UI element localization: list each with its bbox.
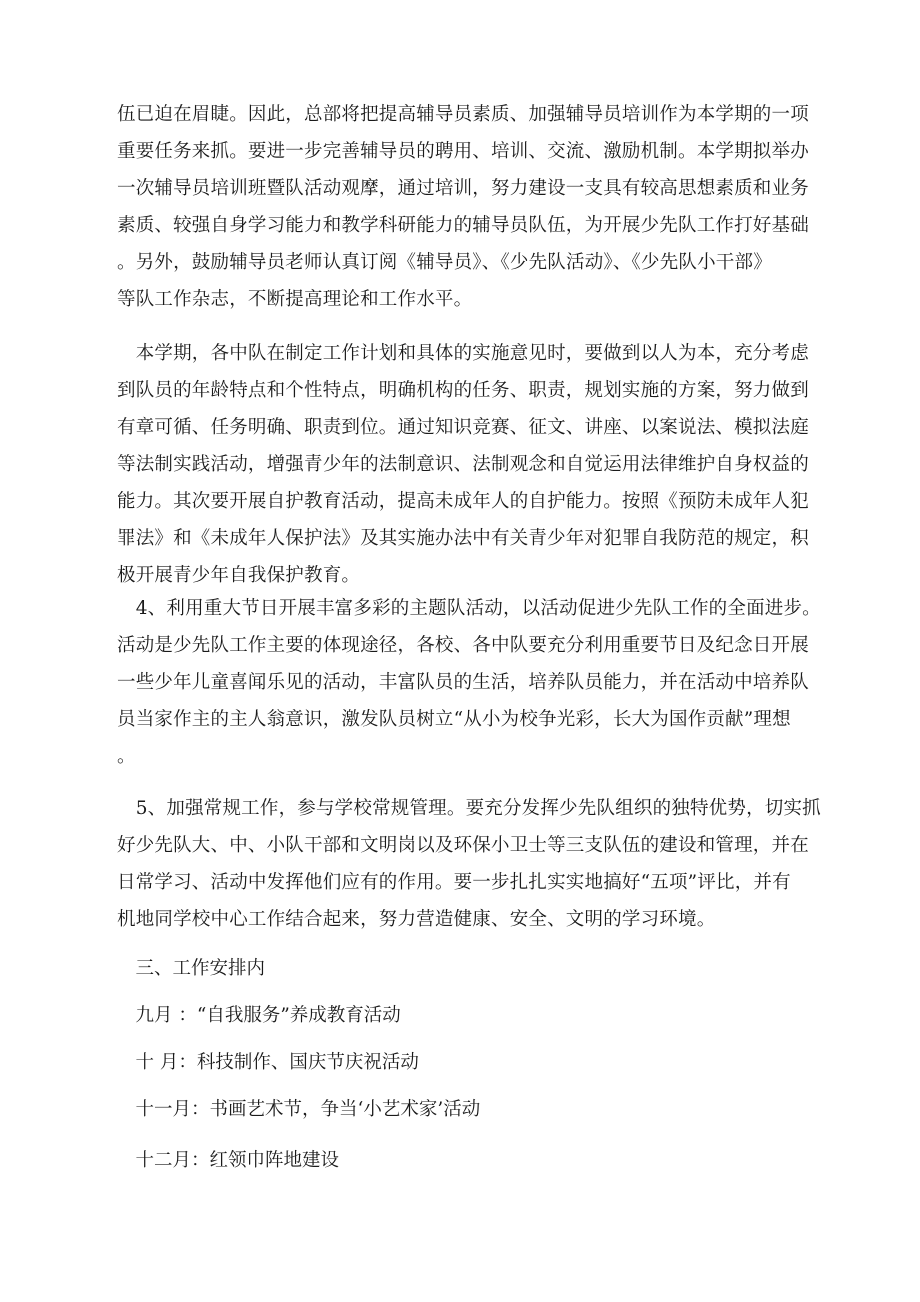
text-line: 等队工作杂志，不断提高理论和工作水平。 [117,289,473,310]
text-line: 伍已迫在眉睫。因此，总部将把提高辅导员素质、加强辅导员培训作为本学期的一项 [117,104,809,125]
text-line: 。另外，鼓励辅导员老师认真订阅《辅导员》、《少先队活动》、《少先队小干部》 [117,252,772,273]
text-line: 员当家作主的主人翁意识，激发队员树立“从小为校争光彩，长大为国作贡献”理想 [117,709,791,730]
paragraph-legal-education [117,335,817,594]
text-line: 有章可循、任务明确、职责到位。通过知识竞赛、征文、讲座、以案说法、模拟法庭 [117,417,809,438]
schedule-december: 十二月：红领巾阵地建设 [117,1150,340,1171]
paragraph-holiday-activities [117,590,821,775]
text-line: 一次辅导员培训班暨队活动观摩，通过培训，努力建设一支具有较高思想素质和业务 [117,178,809,199]
text-line: 能力。其次要开展自护教育活动，提高未成年人的自护能力。按照《预防未成年人犯 [117,491,809,512]
text-line: 极开展青少年自我保护教育。 [117,565,361,586]
text-line: 机地同学校中心工作结合起来，努力营造健康、安全、文明的学习环境。 [117,909,716,930]
text-line: 活动是少先队工作主要的体现途径，各校、各中队要充分利用重要节日及纪念日开展 [117,635,809,656]
schedule-october: 十 月：科技制作、国庆节庆祝活动 [117,1052,419,1073]
text-line: 5、加强常规工作，参与学校常规管理。要充分发挥少先队组织的独特优势，切实抓 [117,798,821,819]
section-heading: 三、工作安排内 [117,958,266,979]
text-line: 素质、较强自身学习能力和教学科研能力的辅导员队伍，为开展少先队工作打好基础 [117,215,809,236]
paragraph-routine-management [117,790,821,938]
text-line: 一些少年儿童喜闻乐见的活动，丰富队员的生活，培养队员能力，并在活动中培养队 [117,672,809,693]
text-line: 日常学习、活动中发挥他们应有的作用。要一步扎扎实实地搞好“五项”评比，并有 [117,872,791,893]
text-line: 等法制实践活动，增强青少年的法制意识、法制观念和自觉运用法律维护自身权益的 [117,454,809,475]
text-line: 到队员的年龄特点和个性特点，明确机构的任务、职责，规划实施的方案，努力做到 [117,380,809,401]
text-line: 重要任务来抓。要进一步完善辅导员的聘用、培训、交流、激励机制。本学期拟举办 [117,141,809,162]
text-line: 好少先队大、中、小队干部和文明岗以及环保小卫士等三支队伍的建设和管理，并在 [117,835,809,856]
text-line: 。 [117,746,136,767]
schedule-september: 九月 ：“自我服务”养成教育活动 [117,1005,401,1026]
paragraph-counselor-training [117,96,817,318]
text-line: 罪法》和《未成年人保护法》及其实施办法中有关青少年对犯罪自我防范的规定，积 [117,528,809,549]
text-line: 4、利用重大节日开展丰富多彩的主题队活动，以活动促进少先队工作的全面进步。 [117,598,821,619]
text-line: 本学期，各中队在制定工作计划和具体的实施意见时，要做到以人为本，充分考虑 [117,343,809,364]
schedule-november: 十一月：书画艺术节，争当‘小艺术家’活动 [117,1099,481,1120]
